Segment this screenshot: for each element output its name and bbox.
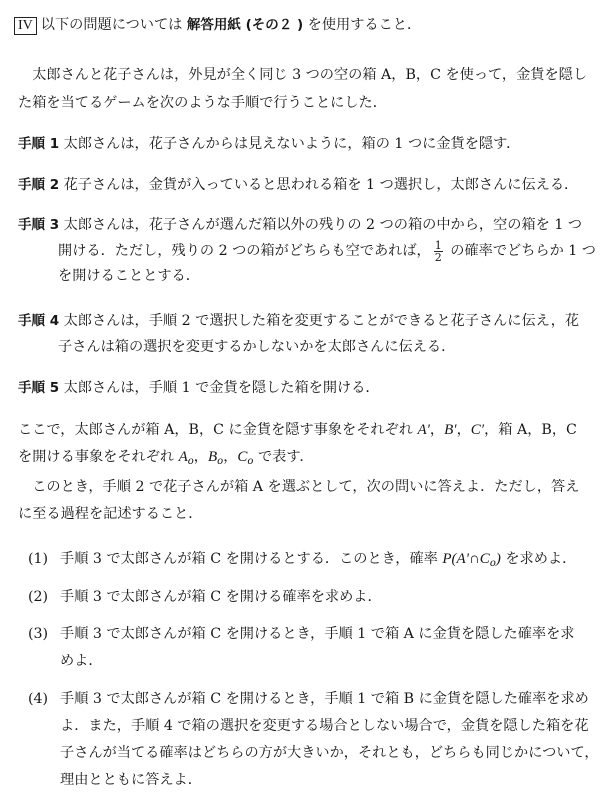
step-4 [18, 311, 579, 331]
definition-line-1: ここで，太郎さんが箱 A，B，C に金貨を隠す事象をそれぞれ A′，B′，C′，箱 A，B，C [18, 422, 577, 438]
intro-line-2: た箱を当てるゲームを次のような手順で行うことにした． [18, 95, 387, 111]
step-4-text-line-1: 太郎さんは，手順 2 で選択した箱を変更することができると花子さんに伝え，花 [63, 313, 580, 329]
step-1-label: 手順 1 [18, 136, 60, 152]
question-2-number: (2) [28, 589, 49, 605]
roman-numeral-box: IV [14, 17, 37, 35]
step-1 [18, 134, 520, 154]
step-2 [18, 175, 578, 195]
step-5 [18, 378, 380, 398]
step-4-label: 手順 4 [18, 313, 60, 329]
step-3-line-2: 開ける．ただし，残りの 2 つの箱がどちらも空であれば， $\frac{1}{2}$ の確率でどちらか 1 つ [58, 238, 596, 264]
question-4-line-2: よ．また，手順 4 で箱の選択を変更する場合としない場合で，金貨を隠した箱を花 [60, 718, 589, 734]
question-4: (4) 手順 3 で太郎さんが箱 C を開けるとき，手順 1 で箱 B に金貨を隠した確率を求め [28, 691, 589, 707]
question-1: (1) 手順 3 で太郎さんが箱 C を開けるとする．このとき，確率 $P(A'\cap C_o)$ を求めよ． [28, 551, 577, 569]
question-1-number: (1) [28, 551, 49, 567]
step-3-label: 手順 3 [18, 217, 60, 233]
step-5-label: 手順 5 [18, 380, 60, 396]
step-2-text: 花子さんは，金貨が入っていると思われる箱を 1 つ選択し，太郎さんに伝える． [63, 177, 579, 193]
section-header [14, 13, 421, 35]
instruction-line-2: に至る過程を記述すること． [18, 506, 203, 522]
step-3-line-3: を開けることとする． [58, 268, 200, 284]
step-3-text-line-1: 太郎さんは，花子さんが選んだ箱以外の残りの 2 つの箱の中から，空の箱を 1 つ [63, 217, 583, 233]
step-5-text: 太郎さんは，手順 1 で金貨を隠した箱を開ける． [63, 380, 380, 396]
question-4-line-3: 子さんが当てる確率はどちらの方が大きいか，それとも，どちらも同じかについて， [60, 745, 599, 761]
step-4-line-2: 子さんは箱の選択を変更するかしないかを太郎さんに伝える． [58, 339, 456, 355]
step-3 [18, 215, 582, 235]
question-3-number: (3) [28, 626, 49, 642]
step-1-text: 太郎さんは，花子さんからは見えないように，箱の 1 つに金貨を隠す． [63, 136, 521, 152]
question-2: (2) 手順 3 で太郎さんが箱 C を開ける確率を求めよ． [28, 589, 382, 605]
question-4-number: (4) [28, 691, 49, 707]
one-half-fraction: $\frac{1}{2}$ [434, 238, 442, 264]
question-3-line-2: めよ． [60, 653, 103, 669]
intro-line-1: 太郎さんと花子さんは，外見が全く同じ 3 つの空の箱 A，B，C を使って，金貨を隠し [18, 67, 588, 83]
step-2-label: 手順 2 [18, 177, 60, 193]
question-3: (3) 手順 3 で太郎さんが箱 C を開けるとき，手順 1 で箱 A に金貨を隠した確率を求 [28, 626, 575, 642]
question-4-line-4: 理由とともに答えよ． [60, 772, 202, 788]
header-text: 以下の問題については 解答用紙 (その２ ) を使用すること． [40, 17, 422, 33]
instruction-line-1: このとき，手順 2 で花子さんが箱 A を選ぶとして，次の問いに答えよ．ただし，答え [18, 479, 580, 495]
definition-line-2: を開ける事象をそれぞれ $A_o$，$B_o$，$C_o$ で表す． [18, 449, 314, 467]
